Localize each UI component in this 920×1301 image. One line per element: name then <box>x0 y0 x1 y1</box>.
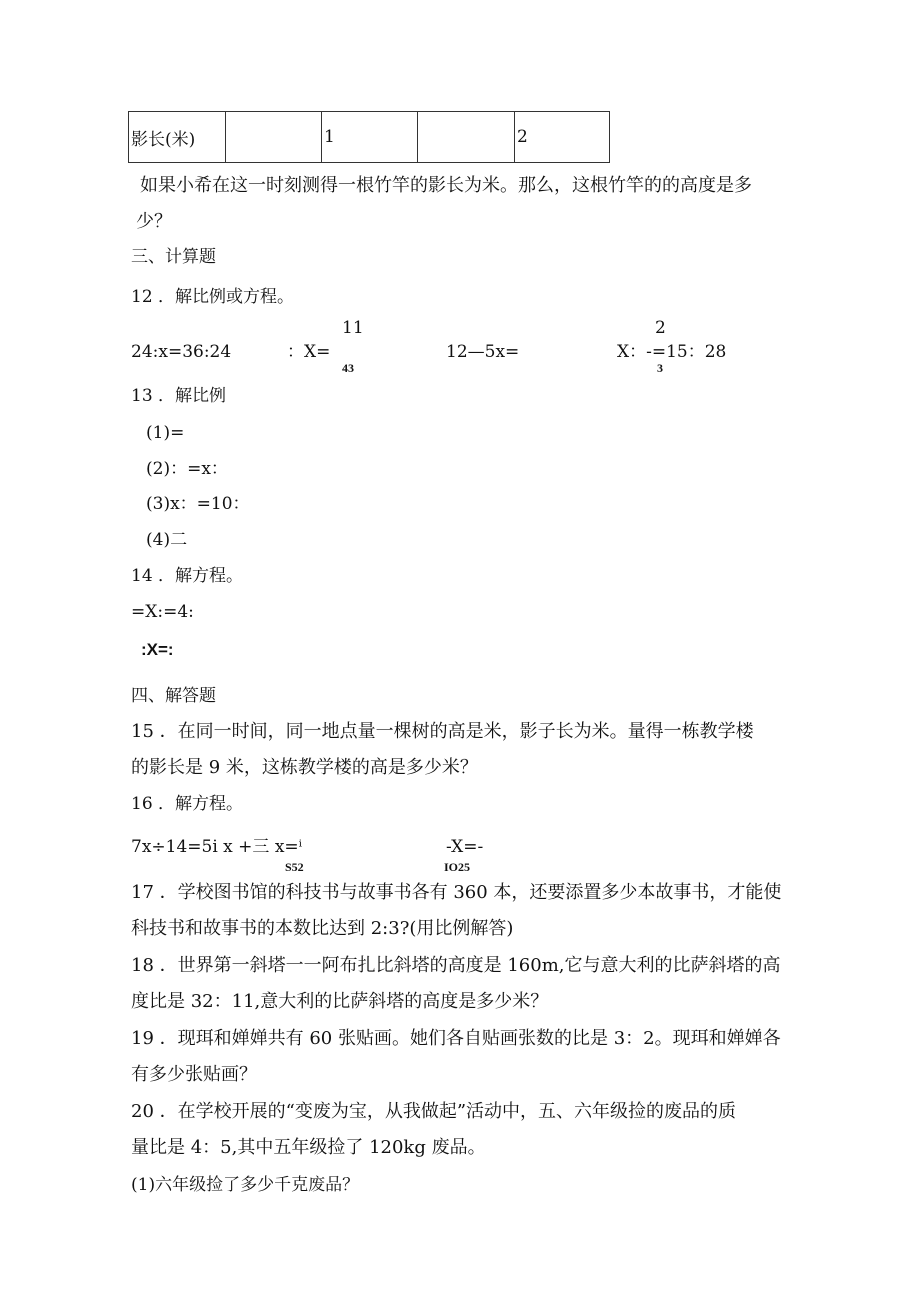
q12-eq1: 24:x=36:24 <box>131 342 232 362</box>
q14-eq1: =X:=4: <box>131 602 194 622</box>
q13-item-4: (4)二 <box>146 530 188 550</box>
q15-line1: 15 ．在同一时间，同一地点量一棵树的高是米，影子长为米。量得一栋教学楼 <box>131 721 754 742</box>
q19-line1: 19 ．现珥和婵婵共有 60 张贴画。她们各自贴画张数的比是 3：2。现珥和婵婵各 <box>131 1028 781 1049</box>
q13-item-3: (3)x：=10： <box>146 494 250 514</box>
table-cell: 2 <box>515 112 610 163</box>
q13-title: 13 ．解比例 <box>131 386 227 406</box>
q16-eq2: -X=- <box>446 837 484 857</box>
q20-sub1: (1)六年级捡了多少千克废品？ <box>131 1175 360 1195</box>
q17-line2: 科技书和故事书的本数比达到 2:3?(用比例解答) <box>131 918 514 939</box>
q18-line2: 度比是 32：11,意大利的比萨斜塔的高度是多少米？ <box>131 991 549 1012</box>
q20-line1: 20 ．在学校开展的“变废为宝，从我做起”活动中，五、六年级捡的废品的质 <box>131 1101 737 1122</box>
q16-eq1: 7x÷14=5i x +三 x=ⁱ <box>131 837 303 857</box>
q11-text-line2: 少？ <box>136 211 172 232</box>
q11-text-line1: 如果小希在这一时刻测得一根竹竿的影长为米。那么，这根竹竿的的高度是多 <box>140 175 752 196</box>
shadow-length-table <box>128 111 610 163</box>
q15-line2: 的影长是 9 米，这栋教学楼的高是多少米？ <box>131 757 478 778</box>
table-cell <box>226 112 322 163</box>
table-cell <box>418 112 515 163</box>
q17-line1: 17 ．学校图书馆的科技书与故事书各有 360 本，还要添置多少本故事书，才能使 <box>131 882 782 903</box>
q14-eq2: :X=: <box>141 640 174 659</box>
table-row <box>129 112 610 163</box>
q12-eq4: X：-=15：28 <box>617 342 727 362</box>
table-row-label: 影长(米) <box>129 112 226 163</box>
q13-item-1: (1)= <box>146 423 185 443</box>
q20-line2: 量比是 4：5,其中五年级捡了 120kg 废品。 <box>131 1137 486 1158</box>
q16-eq1-sub: S52 <box>285 860 304 874</box>
section-4-heading: 四、解答题 <box>131 686 216 706</box>
q18-line1: 18 ．世界第一斜塔一一阿布扎比斜塔的高度是 160m,它与意大利的比萨斜塔的高 <box>131 955 781 976</box>
q12-eq2: ：X= <box>287 342 331 362</box>
q16-eq2-sub: IO25 <box>444 860 471 874</box>
section-3-heading: 三、计算题 <box>131 247 216 267</box>
q16-title: 16 ．解方程。 <box>131 794 244 814</box>
q14-title: 14 ．解方程。 <box>131 566 244 586</box>
q12-eq3: 12—5x= <box>446 342 520 362</box>
q13-item-2: (2)：=x： <box>146 459 228 479</box>
q19-line2: 有多少张贴画？ <box>131 1064 257 1085</box>
q12-eq4-denominator: 3 <box>657 361 663 375</box>
table-cell: 1 <box>322 112 418 163</box>
q12-title: 12 ．解比例或方程。 <box>131 287 295 307</box>
q12-eq2-numerator: 11 <box>342 318 364 338</box>
q12-eq4-numerator: 2 <box>655 318 666 338</box>
q12-eq2-denominator: 43 <box>342 361 354 375</box>
